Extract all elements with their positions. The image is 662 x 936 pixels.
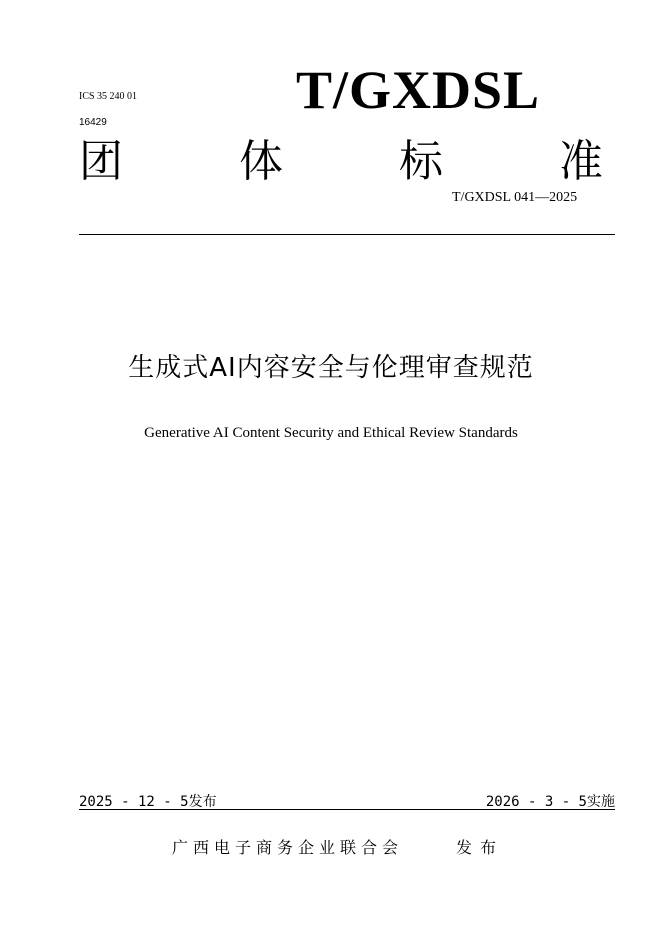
header-divider bbox=[79, 234, 615, 235]
standard-number: T/GXDSL 041—2025 bbox=[452, 190, 578, 205]
standard-code: T/GXDSL bbox=[296, 60, 541, 120]
document-title-english: Generative AI Content Security and Ethical Review Standards bbox=[144, 425, 518, 441]
ccs-code: 16429 bbox=[79, 117, 107, 128]
publish-label: 发布 bbox=[456, 838, 505, 857]
ics-code: ICS 35 240 01 bbox=[79, 91, 138, 102]
publisher-name: 广西电子商务企业联合会 bbox=[172, 838, 404, 857]
standard-type-char: 标 bbox=[399, 136, 443, 187]
standard-type-char: 准 bbox=[559, 136, 603, 187]
publish-date: 2025 - 12 - 5发布 bbox=[79, 794, 217, 810]
standard-type bbox=[79, 136, 603, 188]
document-title-chinese: 生成式AI内容安全与伦理审查规范 bbox=[128, 353, 534, 383]
standard-type-char: 团 bbox=[79, 136, 123, 187]
implement-date: 2026 - 3 - 5实施 bbox=[485, 794, 615, 810]
standard-type-char: 体 bbox=[239, 136, 283, 187]
footer-divider bbox=[79, 809, 615, 810]
